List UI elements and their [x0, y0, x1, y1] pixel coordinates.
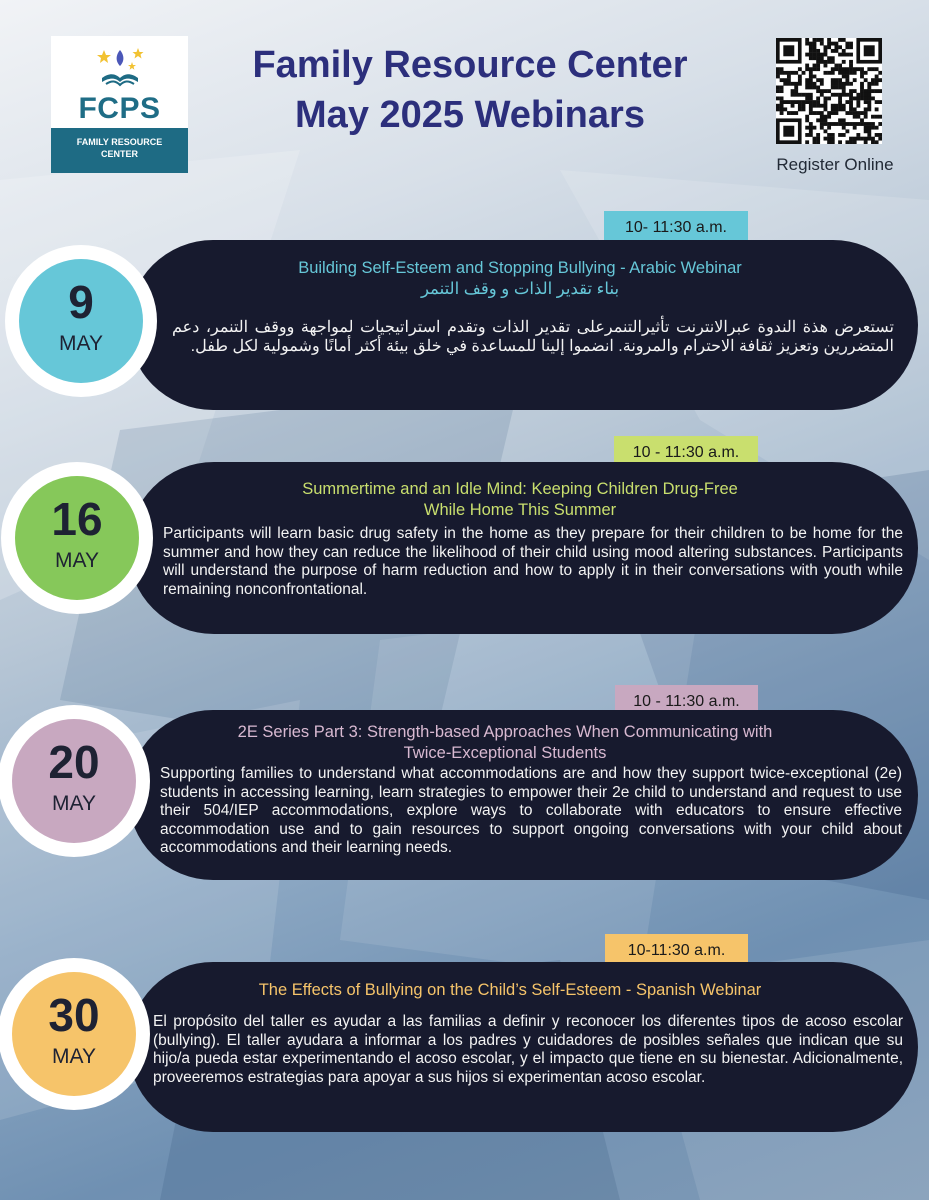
event-1-month: MAY: [59, 332, 103, 355]
logo-subtitle-line2: CENTER: [100, 149, 138, 159]
event-2-title-line1: Summertime and an Idle Mind: Keeping Children Drug-Free: [302, 480, 738, 498]
logo-subtitle-line1: FAMILY RESOURCE: [76, 137, 163, 147]
event-2-day: 16: [51, 493, 103, 545]
event-3-title-line2: Twice-Exceptional Students: [403, 744, 607, 762]
logo-subtitle-band: [51, 128, 188, 173]
event-3-time: 10 - 11:30 a.m.: [615, 685, 758, 718]
event-4-title: [170, 980, 850, 1001]
title-line1: Family Resource Center: [252, 44, 688, 86]
qr-code[interactable]: [776, 38, 882, 144]
event-4-time: 10-11:30 a.m.: [605, 934, 748, 967]
event-3-day: 20: [48, 736, 100, 788]
qr-code-icon: [776, 38, 882, 144]
event-1-day: 9: [68, 276, 94, 328]
event-1-title-line2: بناء تقدير الذات و وقف التنمر: [420, 280, 620, 298]
torch-book-icon: [94, 44, 146, 90]
event-4-description: El propósito del taller es ayudar a las familias a definir y reconocer los diferentes tipos de acoso escolar (bullying). El taller ayudara a informar a los padres y cuidadores de posibles señales que indican que su hijo/a pueda estar experimentando el acoso escolar, y el impacto que tiene en su bienestar. Adicionalmente, proveeremos estrategias para apoyar a sus hijos si experimentan acoso escolar.: [153, 1013, 903, 1086]
event-1-time: 10- 11:30 a.m.: [604, 211, 748, 244]
event-1-date-circle: [19, 259, 143, 383]
event-2-date-badge: [1, 462, 153, 614]
event-4-title-line1: The Effects of Bullying on the Child’s Self-Esteem - Spanish Webinar: [258, 981, 762, 999]
event-1-description: تستعرض هذة الندوة عبرالانترنت تأثيرالتنمرعلى تقدير الذات وتقدم استراتيجيات لمواجهة ووقف التنمر، دعم المتضررين وتعزيز ثقافة الاحترام والمرونة. انضموا إلينا للمساعدة في خلق بيئة أكثر أمانًا وشمولية لكل طفل.: [172, 319, 894, 355]
page-title: [200, 40, 740, 140]
event-2-title-line2: While Home This Summer: [423, 501, 617, 519]
event-3-date-badge: [0, 705, 150, 857]
event-4-day: 30: [48, 989, 100, 1041]
logo-fcps-text: FCPS: [78, 92, 161, 125]
event-3-description: Supporting families to understand what accommodations are and how they support twice-exceptional (2e) students in accessing learning, learn strategies to empower their 2e child to understand and request to use their 504/IEP accommodations, explore ways to collaborate with educators to ensure effective accommodation use and to gain resources to support ongoing conversations with your child about accommodations and their learning needs.: [160, 765, 902, 856]
event-4-date-circle: [12, 972, 136, 1096]
event-2-title: [180, 479, 860, 521]
event-2-date-circle: [15, 476, 139, 600]
event-4-month: MAY: [52, 1045, 96, 1068]
event-3-title: [165, 722, 845, 764]
title-line2: May 2025 Webinars: [295, 94, 645, 136]
event-3-title-line1: 2E Series Part 3: Strength-based Approaches When Communicating with: [237, 723, 773, 741]
event-4-date-badge: [0, 958, 150, 1110]
event-3-date-circle: [12, 719, 136, 843]
event-3-month: MAY: [52, 792, 96, 815]
event-1-title: [180, 258, 860, 300]
register-online-label[interactable]: Register Online: [776, 155, 894, 174]
event-2-time: 10 - 11:30 a.m.: [614, 436, 758, 469]
event-1-title-line1: Building Self-Esteem and Stopping Bullying - Arabic Webinar: [298, 259, 742, 277]
fcps-logo: [51, 36, 188, 173]
event-1-date-badge: [5, 245, 157, 397]
event-2-month: MAY: [55, 549, 99, 572]
event-2-description: Participants will learn basic drug safety in the home as they prepare for their children to be home for the summer and how they can reduce the likelihood of their child using mood altering substances. Participants will understand the purpose of harm reduction and how to apply it in their conversations with youth while remaining nonconfrontational.: [163, 525, 903, 598]
